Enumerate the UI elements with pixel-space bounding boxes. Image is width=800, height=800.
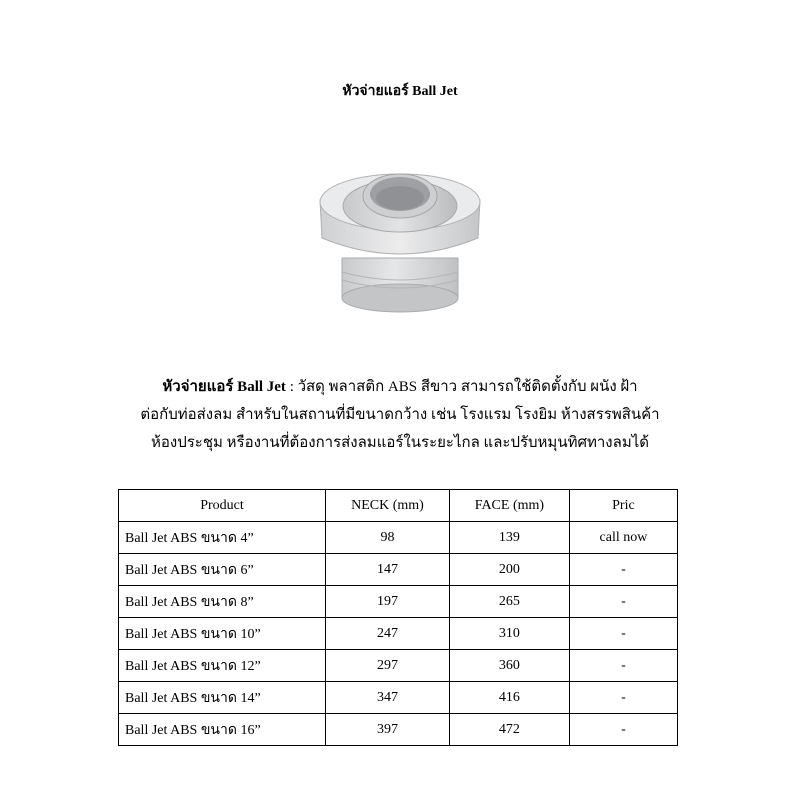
cell-product: Ball Jet ABS ขนาด 4”	[119, 522, 326, 554]
table-row	[119, 586, 678, 618]
description-line-3: ห้องประชุม หรืองานที่ต้องการส่งลมแอร์ในระยะไกล และปรับหมุนทิศทางลมได้	[150, 435, 649, 451]
table-row	[119, 650, 678, 682]
spec-table	[118, 489, 678, 746]
description-lead: หัวจ่ายแอร์ Ball Jet	[162, 379, 286, 395]
table-row	[119, 522, 678, 554]
cell-product: Ball Jet ABS ขนาด 10”	[119, 618, 326, 650]
header-price: Pric	[569, 490, 677, 522]
table-row	[119, 554, 678, 586]
cell-product: Ball Jet ABS ขนาด 16”	[119, 714, 326, 746]
cell-neck: 247	[326, 618, 450, 650]
cell-face: 472	[449, 714, 569, 746]
table-row	[119, 682, 678, 714]
cell-face: 265	[449, 586, 569, 618]
table-row	[119, 618, 678, 650]
cell-face: 200	[449, 554, 569, 586]
header-product: Product	[119, 490, 326, 522]
product-image	[300, 160, 500, 330]
cell-price: -	[569, 714, 677, 746]
header-face: FACE (mm)	[449, 490, 569, 522]
cell-price: -	[569, 554, 677, 586]
page-title: หัวจ่ายแอร์ Ball Jet	[342, 84, 458, 99]
cell-price: call now	[569, 522, 677, 554]
cell-neck: 297	[326, 650, 450, 682]
cell-face: 139	[449, 522, 569, 554]
description-line-2: ต่อกับท่อส่งลม สำหรับในสถานที่มีขนาดกว้าง เช่น โรงแรม โรงยิม ห้างสรรพสินค้า	[140, 407, 660, 423]
cell-face: 360	[449, 650, 569, 682]
cell-product: Ball Jet ABS ขนาด 6”	[119, 554, 326, 586]
cell-neck: 197	[326, 586, 450, 618]
cell-price: -	[569, 586, 677, 618]
cell-neck: 347	[326, 682, 450, 714]
table-header-row	[119, 490, 678, 522]
cell-price: -	[569, 682, 677, 714]
description-line-1-text: : วัสดุ พลาสติก ABS สีขาว สามารถใช้ติดตั้งกับ ผนัง ฝ้า	[285, 379, 638, 395]
ball-jet-diffuser-icon	[300, 160, 500, 330]
cell-product: Ball Jet ABS ขนาด 14”	[119, 682, 326, 714]
cell-price: -	[569, 618, 677, 650]
description-line-1	[0, 373, 800, 401]
cell-face: 416	[449, 682, 569, 714]
cell-product: Ball Jet ABS ขนาด 12”	[119, 650, 326, 682]
cell-neck: 397	[326, 714, 450, 746]
cell-neck: 147	[326, 554, 450, 586]
cell-product: Ball Jet ABS ขนาด 8”	[119, 586, 326, 618]
header-neck: NECK (mm)	[326, 490, 450, 522]
product-description	[0, 373, 800, 457]
cell-price: -	[569, 650, 677, 682]
cell-face: 310	[449, 618, 569, 650]
cell-neck: 98	[326, 522, 450, 554]
table-row	[119, 714, 678, 746]
